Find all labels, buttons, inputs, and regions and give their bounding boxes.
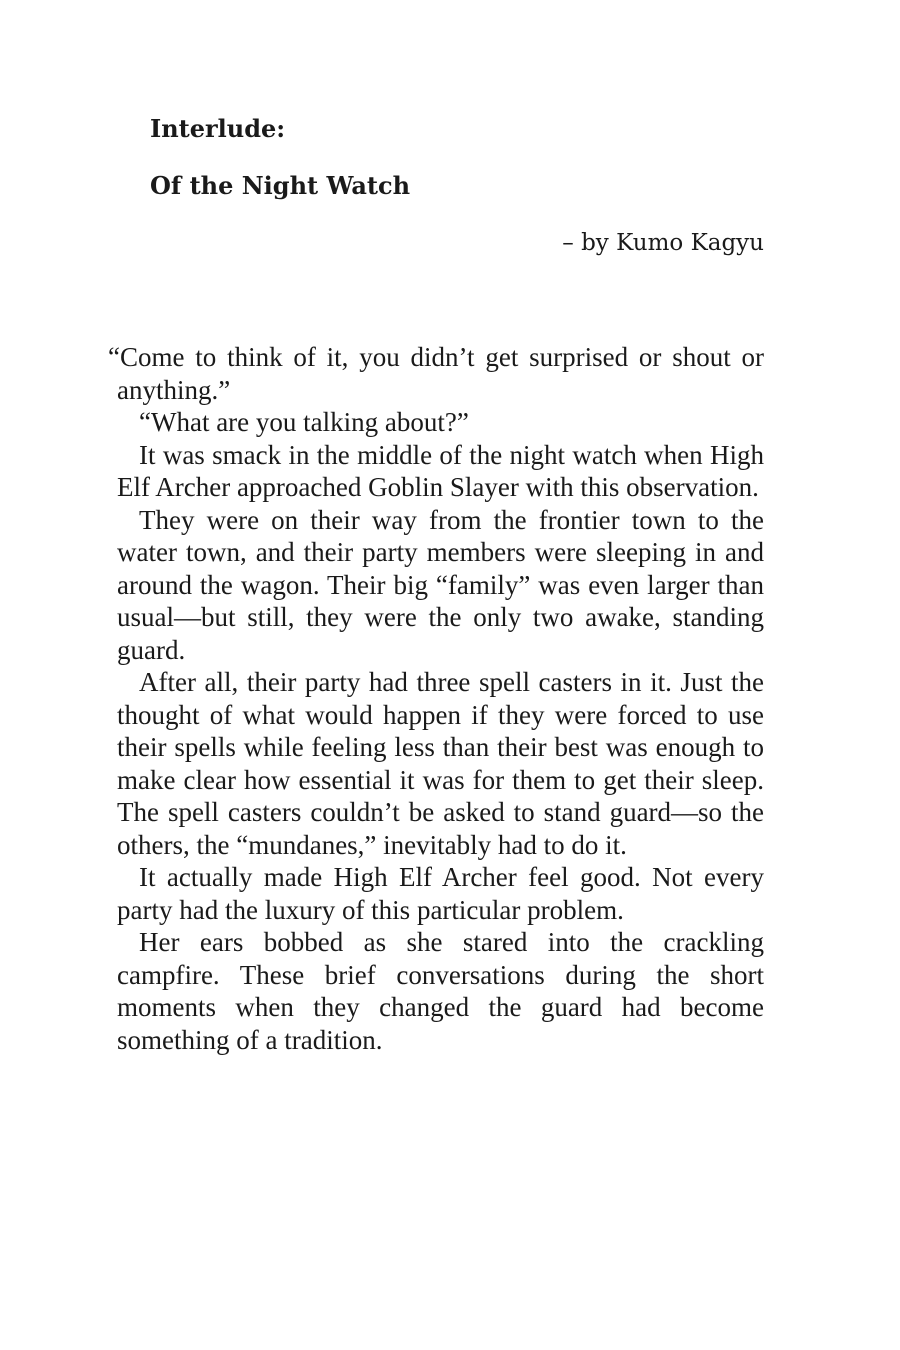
paragraph: Her ears bobbed as she stared into the crackling campfire. These brief conversations during the short moments when they changed the guard had become something of a tradition. xyxy=(117,927,764,1055)
paragraph: It was smack in the middle of the night watch when High Elf Archer approached Goblin Slayer with this observation. xyxy=(117,439,764,502)
author-byline: – by Kumo Kagyu xyxy=(562,230,764,256)
paragraph: It actually made High Elf Archer feel good. Not every party had the luxury of this particular problem. xyxy=(117,862,764,925)
chapter-label: Interlude: xyxy=(150,114,286,143)
paragraph: After all, their party had three spell casters in it. Just the thought of what would happen if they were forced to use their spells while feeling less than their best was enough to make clear how essential it was for them to get their sleep. The spell casters couldn’t be asked to stand guard—so the others, the “mundanes,” inevitably had to do it. xyxy=(117,667,764,860)
paragraph: “Come to think of it, you didn’t get surprised or shout or anything.” xyxy=(108,342,764,405)
paragraph: “What are you talking about?” xyxy=(139,407,469,437)
chapter-title: Of the Night Watch xyxy=(150,171,411,200)
chapter-body xyxy=(108,341,764,1056)
paragraph: They were on their way from the frontier town to the water town, and their party members were sleeping in and around the wagon. Their big “family” was even larger than usual—but still, they were the only two awake, standing guard. xyxy=(117,504,764,665)
